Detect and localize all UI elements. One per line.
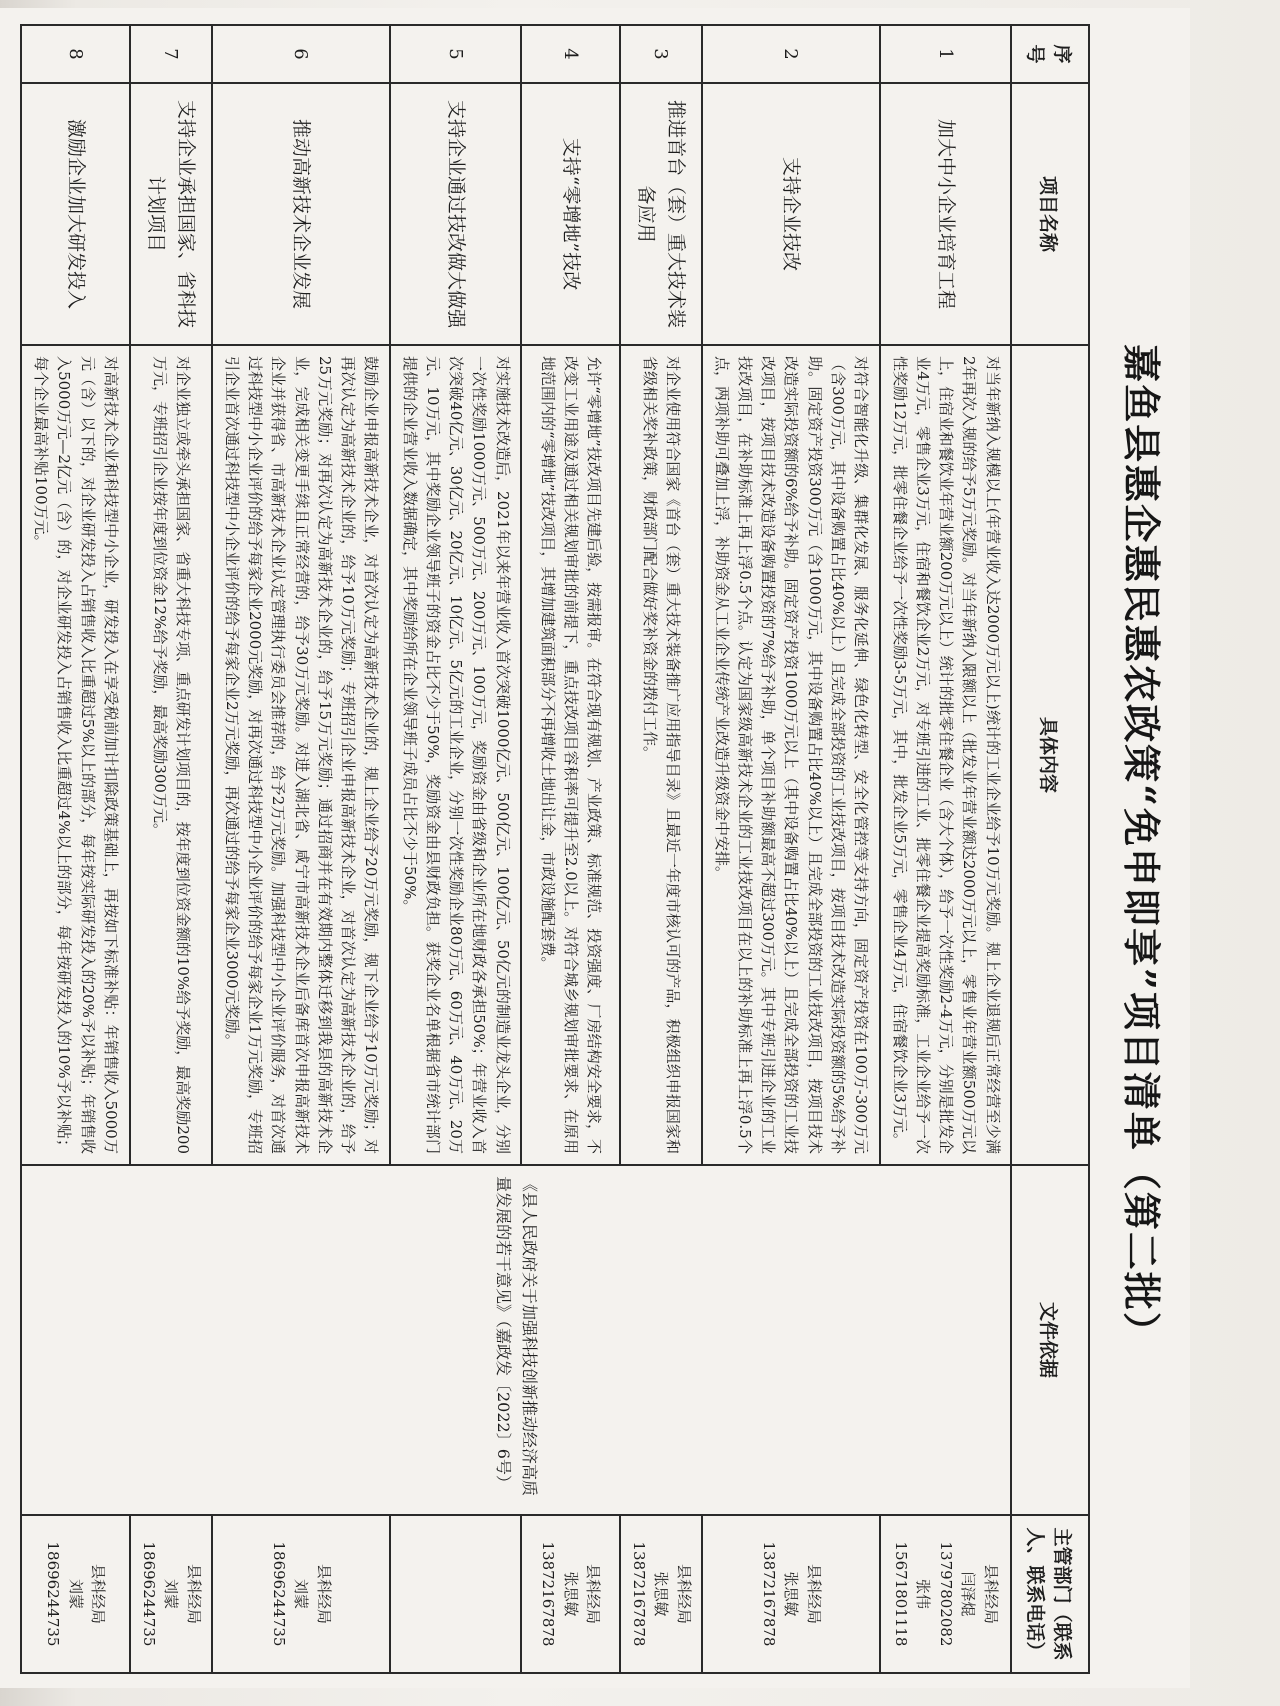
contact-department: 县科经局 <box>89 1563 108 1624</box>
table-header-row <box>1011 25 1089 1673</box>
contact-person: 张伟 <box>914 1578 933 1609</box>
project-content: 对符合智能化升级、集群化发展、服务化延伸、绿色化转型、安全化管控等支持方向，固定资产投资在100万-300万元（含300万元，其中设备购置占比40%以上）且完成全部投资的工业技改项目，按项目技术改造实际投资额的5%给予补助。固定资产投资300万元（含1000万元，其中设备购置占比40%以上）且完成全部投资的工业技改项目，按项目技术改造实际投资额的6%给予补助。固定资产投资1000万元以上（其中设备购置占比40%以上）且完成全部投资的工业技改项目，按项目技术改造设备购置投资的7%给予补助，单个项目补助额最高不超过300万元。其中专班引进企业的工业技改项目，在补助标准上再上浮0.5个点。认定为国家级高新技术企业的工业技改项目在以上的补助标准上再上浮0.5个点，两项补助可叠加上浮，补助资金从工业企业传统产业改造升级资金中安排。 <box>702 345 880 1165</box>
contact-department: 县科经局 <box>981 1563 1000 1624</box>
row-index: 8 <box>21 25 130 83</box>
row-index: 4 <box>521 25 620 83</box>
contact-person: 闫泽焜 <box>959 1571 978 1617</box>
header-basis: 文件依据 <box>1011 1165 1089 1515</box>
contact-info <box>880 1515 1011 1673</box>
contact-phone: 13797802082 <box>936 1541 955 1647</box>
project-content: 对高新技术企业和科技型中小企业，研发投入在享受税前加计扣除政策基础上，再按如下标准补贴：年销售收入5000万元（含）以下的，对企业研发投入占销售收入比重超过5%以上的部分，每年按实际研发投入的20%予以补贴；年销售收入5000万元—2亿元（含）的，对企业研发投入占销售收入比重超过4%以上的部分，每年按研发投入的10%予以补贴；每个企业最高补贴100万元。 <box>21 345 130 1165</box>
project-name: 支持“零增地”技改 <box>521 83 620 345</box>
contact-phone: 18696244735 <box>139 1541 158 1647</box>
row-index: 6 <box>212 25 390 83</box>
contact-person: 刘蒙 <box>66 1578 85 1609</box>
contact-info <box>390 1515 521 1673</box>
header-index: 序号 <box>1011 25 1089 83</box>
contact-info <box>620 1515 702 1673</box>
contact-phone: 13872167878 <box>629 1541 648 1647</box>
document-sheet <box>0 8 1190 1688</box>
project-name: 激励企业加大研发投入 <box>21 83 130 345</box>
row-index: 1 <box>880 25 1011 83</box>
contact-person: 张思敏 <box>561 1571 580 1617</box>
row-index: 7 <box>130 25 212 83</box>
project-content: 允许“零增地”技改项目先建后验，按需报审。在符合现有规划、产业政策、标准规范、投资强度、厂房结构安全要求，不改变工业用途及通过相关规划审批的前提下，重点技改项目容积率可提升至2.0以上。对符合城乡规划审批要求、在原用地范围内的“零增地”技改项目，其增加建筑面积部分不再增收土地出让金，市政设施配套费。 <box>521 345 620 1165</box>
project-content: 对当年新纳入规模以上(年营业收入达2000万元以上)统计的工业企业给予10万元奖励。规上企业退规后正常经营至少满2年再次入规的给予5万元奖励。对当年新纳入限额以上（批发业年营业额达2000万元以上，零售业年营业额500万元以上，住宿业和餐饮业年营业额200万元以上）统计的批零住餐企业（含大个体），给予一次性奖励2-4万元，分别是批发企业4万元，零售企业3万元，住宿和餐饮企业2万元，对专班引进的工业、批零住餐企业提高奖励标准，工业企业给予一次性奖励12万元，批零住餐企业给予一次性奖励3-5万元，其中，批发企业5万元，零售企业4万元，住宿餐饮企业3万元。 <box>880 345 1011 1165</box>
policy-basis: 《县人民政府关于加强科技创新推动经济高质量发展的若干意见》（嘉政发〔2022〕6号） <box>21 1165 1011 1515</box>
project-name: 支持企业通过技改做大做强 <box>390 83 521 345</box>
contact-phone: 13872167878 <box>759 1541 778 1647</box>
contact-person: 刘蒙 <box>292 1578 311 1609</box>
contact-phone: 18696244735 <box>269 1541 288 1647</box>
contact-info <box>130 1515 212 1673</box>
header-content: 具体内容 <box>1011 345 1089 1165</box>
contact-person: 张思敏 <box>782 1571 801 1617</box>
contact-department: 县科经局 <box>314 1563 333 1624</box>
contact-department: 县科经局 <box>674 1563 693 1624</box>
project-name: 支持企业承担国家、省科技计划项目 <box>130 83 212 345</box>
project-name: 推动高新技术企业发展 <box>212 83 390 345</box>
contact-phone: 13872167878 <box>539 1541 558 1647</box>
header-contact: 主管部门（联系人、联系电话） <box>1011 1515 1089 1673</box>
header-name: 项目名称 <box>1011 83 1089 345</box>
project-content: 鼓励企业申报高新技术企业，对首次认定为高新技术企业的，规上企业给予20万元奖励，规下企业给予10万元奖励；对再次认定为高新技术企业的，给予10万元奖励；专班招引企业申报高新技术企业，对首次认定为高新技术企业的，给予25万元奖励；对再次认定为高新技术企业的，给予15万元奖励；通过招商并在有效期内整体迁移到我县的高新技术企业，完成相关变更手续且正常经营的，给予30万元奖励。对进入湖北省、咸宁市高新技术企业后备库首次申报高新技术企业并获得省、市高新技术企业认定管理执行委员会推荐的，给予2万元奖励。加强科技型中小企业评价服务，对首次通过科技型中小企业评价的给予每家企业2000元奖励，对再次通过科技型中小企业评价的给予每家企业1万元奖励，专班招引企业首次通过科技型中小企业评价的给予每家企业2万元奖励，再次通过的给予每家企业3000元奖励。 <box>212 345 390 1165</box>
project-content: 对企业使用符合国家《首台（套）重大技术装备推广应用指导目录》且最近一年度市核认可的产品，积极组织申报国家和省级相关奖补政策，财政部门配合做好奖补资金的拨付工作。 <box>620 345 702 1165</box>
project-name: 加大中小企业培育工程 <box>880 83 1011 345</box>
contact-person: 张思敏 <box>652 1571 671 1617</box>
contact-department: 县科经局 <box>584 1563 603 1624</box>
project-name: 推进首台（套）重大技术装备应用 <box>620 83 702 345</box>
contact-department: 县科经局 <box>804 1563 823 1624</box>
policy-table <box>20 24 1090 1674</box>
document-title: 嘉鱼县惠企惠民惠农政策“免申即享”项目清单（第二批） <box>1119 344 1165 1352</box>
contact-person: 刘蒙 <box>162 1578 181 1609</box>
contact-info <box>21 1515 130 1673</box>
contact-phone: 15671801118 <box>891 1541 910 1647</box>
project-name: 支持企业技改 <box>702 83 880 345</box>
contact-info <box>212 1515 390 1673</box>
project-content: 对企业独立或牵头承担国家、省重大科技专项、重点研发计划项目的，按年度到位资金额的10%给予奖励，最高奖励200万元，专班招引企业按年度到位资金12%给予奖励，最高奖励300万元。 <box>130 345 212 1165</box>
contact-info <box>702 1515 880 1673</box>
contact-info <box>521 1515 620 1673</box>
project-content: 对实施技术改造后，2021年以来年营业收入首次突破1000亿元、500亿元、100亿元、50亿元的制造业龙头企业，分别一次性奖励1000万元、500万元、200万元、100万元，奖励资金由省级和企业所在地财政各承担50%；年营业收入首次突破40亿元、30亿元、20亿元、10亿元、5亿元的工业企业，分别一次性奖励企业80万元、60万元、40万元、20万元、10万元，其中奖励企业领导班子的资金占比不少于50%，奖励资金由县财政负担。获奖企业名单根据省市统计部门提供的企业营业收入数据确定，其中奖励给所在企业领导班子成员占比不少于50%。 <box>390 345 521 1165</box>
row-index: 3 <box>620 25 702 83</box>
row-index: 2 <box>702 25 880 83</box>
contact-phone: 18696244735 <box>44 1541 63 1647</box>
table-row <box>880 25 1011 1673</box>
row-index: 5 <box>390 25 521 83</box>
contact-department: 县科经局 <box>184 1563 203 1624</box>
